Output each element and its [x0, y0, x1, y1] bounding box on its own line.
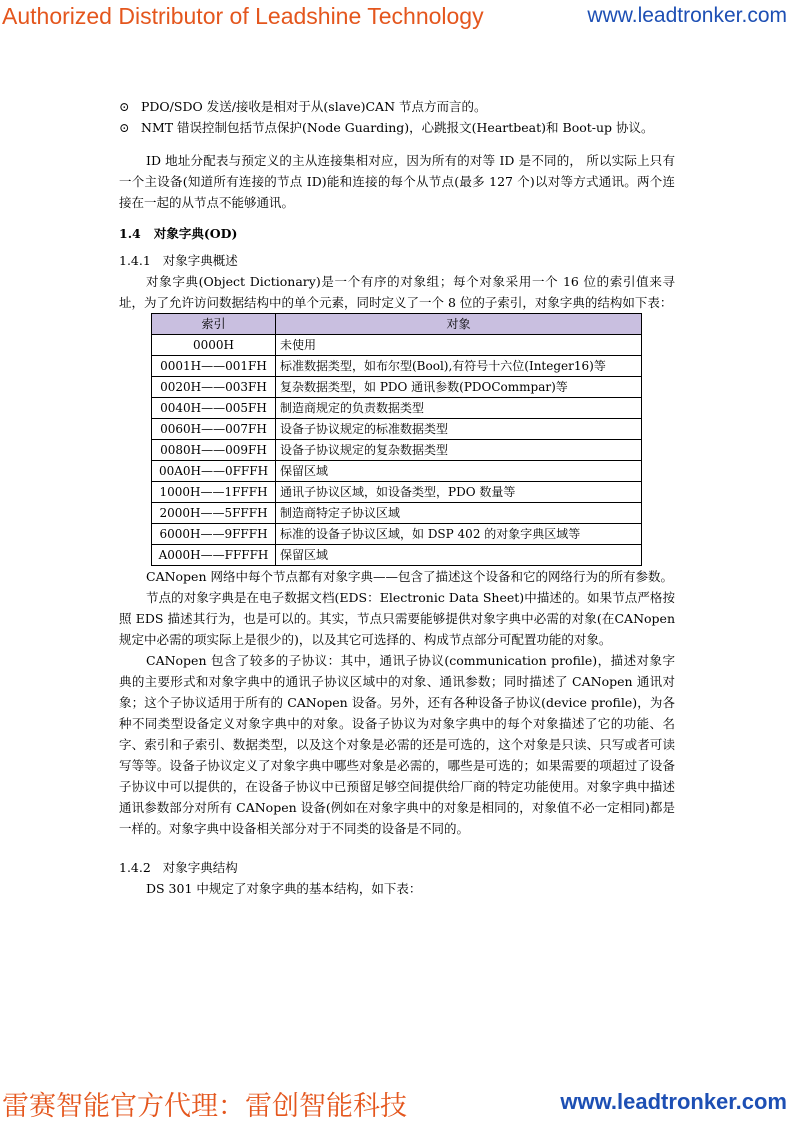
subsection-number: 1.4.2 [119, 860, 151, 875]
index-cell: 1000H——1FFFH [152, 482, 276, 503]
bullet-text: PDO/SDO 发送/接收是相对于从(slave)CAN 节点方而言的。 [141, 99, 487, 114]
section-number: 1.4 [119, 226, 141, 241]
index-cell: 0001H——001FH [152, 356, 276, 377]
index-cell: 0040H——005FH [152, 398, 276, 419]
table-header-row [152, 314, 642, 335]
index-cell: 0080H——009FH [152, 440, 276, 461]
footer-website-link[interactable]: www.leadtronker.com [560, 1089, 787, 1114]
document-body [119, 96, 675, 899]
object-cell: 通讯子协议区域，如设备类型，PDO 数量等 [276, 482, 642, 503]
table-row [152, 377, 642, 398]
table-row [152, 524, 642, 545]
index-cell: 0060H——007FH [152, 419, 276, 440]
object-cell: 保留区域 [276, 461, 642, 482]
bullet-item [119, 96, 675, 117]
table-row [152, 419, 642, 440]
object-cell: 标准的设备子协议区域，如 DSP 402 的对象字典区域等 [276, 524, 642, 545]
index-cell: 00A0H——0FFFH [152, 461, 276, 482]
subsection-heading [119, 857, 675, 878]
index-cell: 2000H——5FFFH [152, 503, 276, 524]
section-title: 对象字典(OD) [153, 226, 238, 241]
header-website-link[interactable]: www.leadtronker.com [587, 4, 787, 27]
table-row [152, 440, 642, 461]
column-header-object: 对象 [276, 314, 642, 335]
bullet-text: NMT 错误控制包括节点保护(Node Guarding)，心跳报文(Heartbeat)和 Boot-up 协议。 [141, 120, 654, 135]
object-cell: 制造商规定的负责数据类型 [276, 398, 642, 419]
circle-dot-bullet-icon: ⊙ [119, 120, 130, 135]
subsection-title: 对象字典概述 [162, 253, 238, 268]
circle-dot-bullet-icon: ⊙ [119, 99, 130, 114]
paragraph-canopen-od: CANopen 网络中每个节点都有对象字典——包含了描述这个设备和它的网络行为的所有参数。 [146, 569, 673, 584]
index-cell: A000H——FFFFH [152, 545, 276, 566]
section-heading [119, 223, 675, 244]
object-cell: 保留区域 [276, 545, 642, 566]
object-cell: 未使用 [276, 335, 642, 356]
subsection-title: 对象字典结构 [162, 860, 238, 875]
object-cell: 复杂数据类型，如 PDO 通讯参数(PDOCommpar)等 [276, 377, 642, 398]
paragraph-profiles: CANopen 包含了较多的子协议：其中，通讯子协议(communication profile)，描述对象字典的主要形式和对象字典中的通讯子协议区域中的对象、通讯参数；同时描述了 CANopen 通讯对象；这个子协议适用于所有的 CANopen 设备。另外，还有各种设备子协议(device profile)，为各种不同类型设备定义对象字典中的对象。设备子协议为对象字典中的每个对象描述了它的功能、名字、索引和子索引、数据类型，以及这个对象是必需的还是可选的，这个对象是只读、只写或者可读写等等。设备子协议定义了对象字典中哪些对象是必需的，哪些是可选的；如果需要的项超过了设备子协议中可以提供的，在设备子协议中已预留足够空间提供给厂商的特定功能使用。对象字典中描述通讯参数部分对所有 CANopen 设备(例如在对象字典中的对象是相同的，对象值不必一定相同)都是一样的。对象字典中设备相关部分对于不同类的设备是不同的。 [119, 653, 675, 836]
index-cell: 0000H [152, 335, 276, 356]
subsection-number: 1.4.1 [119, 253, 151, 268]
bullet-item [119, 117, 675, 138]
table-row [152, 545, 642, 566]
footer-agent-text: 雷赛智能官方代理：雷创智能科技 [2, 1091, 407, 1122]
table-row [152, 398, 642, 419]
paragraph-eds: 节点的对象字典是在电子数据文档(EDS：Electronic Data Sheet)中描述的。如果节点严格按照 EDS 描述其行为，也是可以的。其实，节点只需要能够提供对象字典中必需的对象(在CANopen 规定中必需的项实际上是很少的)，以及其它可选择的、构成节点部分可配置功能的对象。 [119, 590, 675, 647]
header-distributor-text: Authorized Distributor of Leadshine Technology [2, 3, 484, 29]
table-row [152, 482, 642, 503]
index-cell: 0020H——003FH [152, 377, 276, 398]
column-header-index: 索引 [152, 314, 276, 335]
object-cell: 设备子协议规定的标准数据类型 [276, 419, 642, 440]
table-row [152, 461, 642, 482]
subsection-heading [119, 250, 675, 271]
paragraph-od-overview: 对象字典(Object Dictionary)是一个有序的对象组；每个对象采用一个 16 位的索引值来寻址，为了允许访问数据结构中的单个元素，同时定义了一个 8 位的子索引，对象字典的结构如下表： [119, 274, 675, 310]
object-cell: 制造商特定子协议区域 [276, 503, 642, 524]
object-dictionary-table [151, 313, 642, 566]
object-cell: 标准数据类型，如布尔型(Bool),有符号十六位(Integer16)等 [276, 356, 642, 377]
table-row [152, 503, 642, 524]
object-cell: 设备子协议规定的复杂数据类型 [276, 440, 642, 461]
table-row [152, 335, 642, 356]
index-cell: 6000H——9FFFH [152, 524, 276, 545]
table-row [152, 356, 642, 377]
paragraph-id-allocation: ID 地址分配表与预定义的主从连接集相对应，因为所有的对等 ID 是不同的， 所以实际上只有一个主设备(知道所有连接的节点 ID)能和连接的每个从节点(最多 127 个)以对等方式通讯。两个连接在一起的从节点不能够通讯。 [119, 153, 675, 210]
paragraph-ds301: DS 301 中规定了对象字典的基本结构，如下表： [146, 881, 422, 896]
